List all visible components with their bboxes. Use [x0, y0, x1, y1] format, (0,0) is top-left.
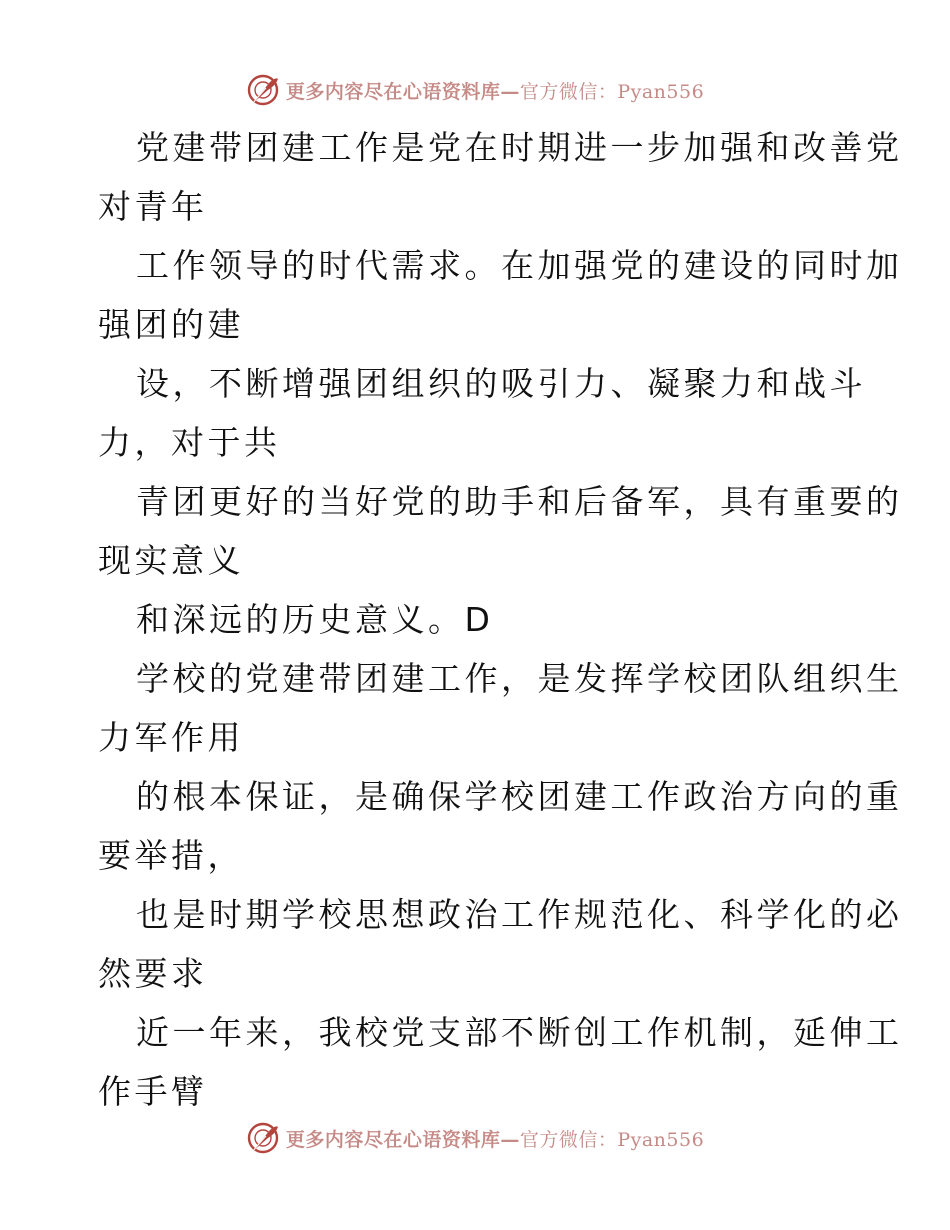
body-line: 青团更好的当好党的助手和后备军，具有重要的 — [136, 482, 903, 521]
body-line: 现实意义 — [98, 541, 244, 580]
body-line: 力军作用 — [98, 718, 244, 757]
body-line: 要举措， — [98, 836, 244, 875]
body-line: 的根本保证，是确保学校团建工作政治方向的重 — [136, 777, 903, 816]
body-line: 强团的建 — [98, 305, 244, 344]
body-line: 力，对于共 — [98, 423, 281, 462]
quill-pen-logo-icon — [246, 73, 280, 107]
body-line: 也是时期学校思想政治工作规范化、科学化的必 — [136, 895, 903, 934]
quill-pen-logo-icon — [246, 1121, 280, 1155]
body-line: 设，不断增强团组织的吸引力、凝聚力和战斗 — [136, 364, 866, 403]
header-library-text: 更多内容尽在心语资料库— — [285, 80, 520, 103]
body-line: 近一年来，我校党支部不断创工作机制，延伸工 — [136, 1013, 903, 1052]
body-line: 和深远的历史意义。D — [136, 600, 494, 639]
footer-banner — [0, 1118, 950, 1158]
header-banner-inner — [246, 73, 704, 107]
header-banner-text — [286, 77, 704, 104]
body-line: 党建带团建工作是党在时期进一步加强和改善党 — [136, 128, 903, 167]
body-line: 工作领导的时代需求。在加强党的建设的同时加 — [136, 246, 903, 285]
document-body — [98, 118, 903, 1121]
footer-banner-text — [286, 1125, 704, 1152]
body-line: 作手臂 — [98, 1072, 208, 1111]
header-banner — [0, 70, 950, 110]
footer-banner-inner — [246, 1121, 704, 1155]
header-wechat-text: 官方微信：Pyan556 — [519, 80, 705, 103]
footer-wechat-text: 官方微信：Pyan556 — [519, 1128, 705, 1151]
body-line: 对青年 — [98, 187, 208, 226]
body-line: 然要求 — [98, 954, 208, 993]
body-line: 学校的党建带团建工作，是发挥学校团队组织生 — [136, 659, 903, 698]
footer-library-text: 更多内容尽在心语资料库— — [285, 1128, 520, 1151]
